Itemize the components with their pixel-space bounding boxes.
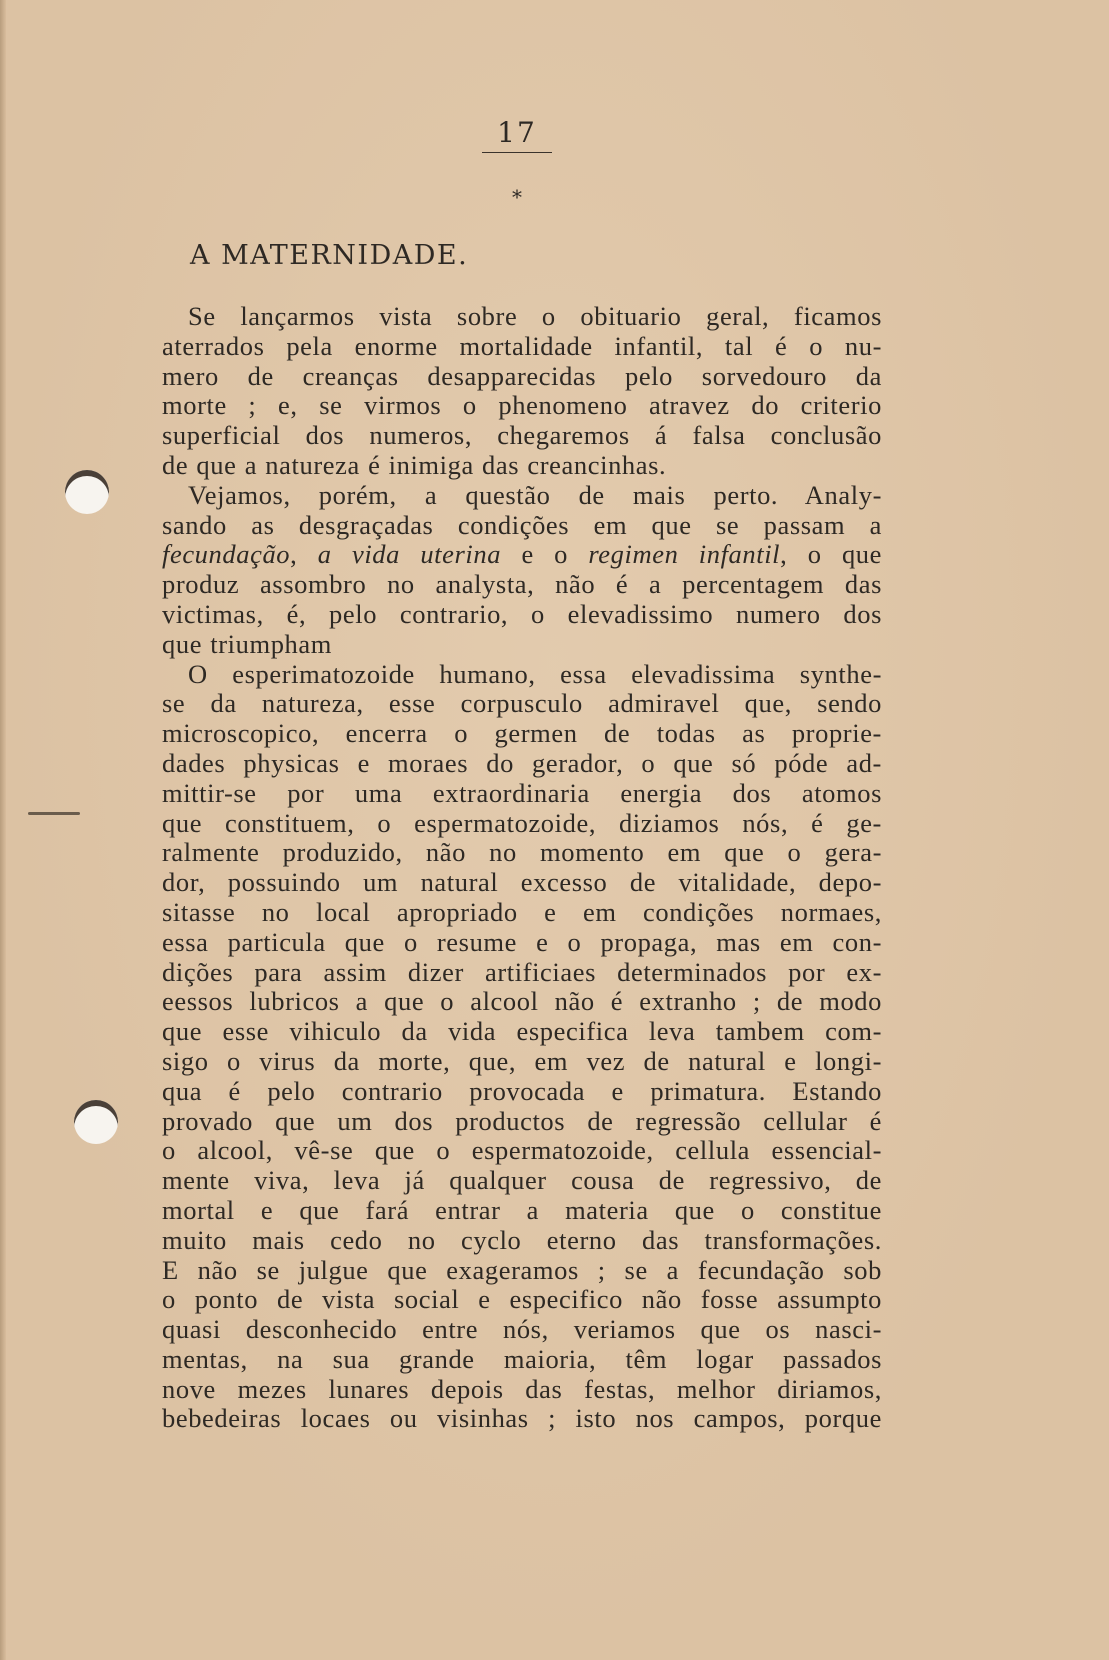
text-line: mentas, na sua grande maioria, têm logar passados <box>162 1344 882 1374</box>
text-line: provado que um dos productos de regressão cellular é <box>162 1106 882 1136</box>
section-heading: A MATERNIDADE. <box>190 240 469 271</box>
punch-hole-top <box>65 470 109 514</box>
text-line: mero de creanças desapparecidas pelo sorvedouro da <box>162 361 882 391</box>
text-line: E não se julgue que exageramos ; se a fecundação sob <box>162 1255 882 1285</box>
text-line: sigo o virus da morte, que, em vez de natural e longi- <box>162 1046 882 1076</box>
text-line: quasi desconhecido entre nós, veriamos que os nasci- <box>162 1315 882 1345</box>
text-line: dições para assim dizer artificiaes determinados por ex- <box>162 957 882 987</box>
text-line: Se lançarmos vista sobre o obituario geral, ficamos <box>188 302 882 331</box>
body-text <box>162 302 882 1434</box>
text-line: dor, possuindo um natural excesso de vitalidade, depo- <box>162 868 882 898</box>
emphasis-regimen-infantil: regimen infantil <box>588 540 781 570</box>
page-number: 17 <box>482 118 552 153</box>
text-line: dades physicas e moraes do gerador, o que só póde ad- <box>162 748 882 778</box>
line-ending: , o que <box>780 540 882 570</box>
text-line: Vejamos, porém, a questão de mais perto. Analy- <box>188 480 882 510</box>
text-line: que constituem, o espermatozoide, diziamos nós, é ge- <box>162 808 882 838</box>
text-line: o alcool, vê-se que o espermatozoide, cellula essencial- <box>162 1136 882 1166</box>
text-line: sando as desgraçadas condições em que se passam a <box>162 510 882 540</box>
text-line: que esse vihiculo da vida especifica leva tambem com- <box>162 1017 882 1047</box>
text-line: o ponto de vista social e especifico não fosse assumpto <box>162 1285 882 1315</box>
text-line: qua é pelo contrario provocada e primatura. Estando <box>162 1076 882 1106</box>
text-line: que triumpham <box>162 629 332 659</box>
text-line: O esperimatozoide humano, essa elevadissima synthe- <box>188 659 882 689</box>
page-edge <box>0 0 6 1660</box>
text-line: mortal e que fará entrar a materia que o constitue <box>162 1195 882 1225</box>
text-line: superficial dos numeros, chegaremos á falsa conclusão <box>162 421 882 451</box>
text-line: mittir-se por uma extraordinaria energia dos atomos <box>162 778 882 808</box>
text-line: microscopico, encerra o germen de todas as proprie- <box>162 719 882 749</box>
text-line: bebedeiras locaes ou visinhas ; isto nos campos, porque <box>162 1404 882 1434</box>
text-line: ralmente produzido, não no momento em que o gera- <box>162 838 882 868</box>
text-line: victimas, é, pelo contrario, o elevadissimo numero dos <box>162 599 882 629</box>
emphasis-vida-uterina: a vida uterina <box>317 540 502 570</box>
text-line: muito mais cedo no cyclo eterno das transformações. <box>162 1225 882 1255</box>
text-line-emphasis <box>162 540 882 570</box>
punch-hole-bottom <box>74 1100 118 1144</box>
text-line: produz assombro no analysta, não é a percentagem das <box>162 570 882 600</box>
text-line: mente viva, leva já qualquer cousa de regressivo, de <box>162 1166 882 1196</box>
text-line: essa particula que o resume e o propaga, mas em con- <box>162 927 882 957</box>
text-line: aterrados pela enorme mortalidade infantil, tal é o nu- <box>162 331 882 361</box>
connector: e o <box>501 540 589 570</box>
text-line: de que a natureza é inimiga das creancinhas. <box>162 450 667 480</box>
text-line: eessos lubricos a que o alcool não é extranho ; de modo <box>162 987 882 1017</box>
emphasis-fecundacao: fecundação <box>162 540 291 570</box>
text-line: se da natureza, esse corpusculo admiravel que, sendo <box>162 689 882 719</box>
section-ornament: * <box>512 185 522 209</box>
edge-mark <box>28 812 80 815</box>
separator: , <box>290 540 318 570</box>
text-line: sitasse no local apropriado e em condições normaes, <box>162 897 882 927</box>
text-line: nove mezes lunares depois das festas, melhor diriamos, <box>162 1374 882 1404</box>
text-line: morte ; e, se virmos o phenomeno atravez do criterio <box>162 391 882 421</box>
